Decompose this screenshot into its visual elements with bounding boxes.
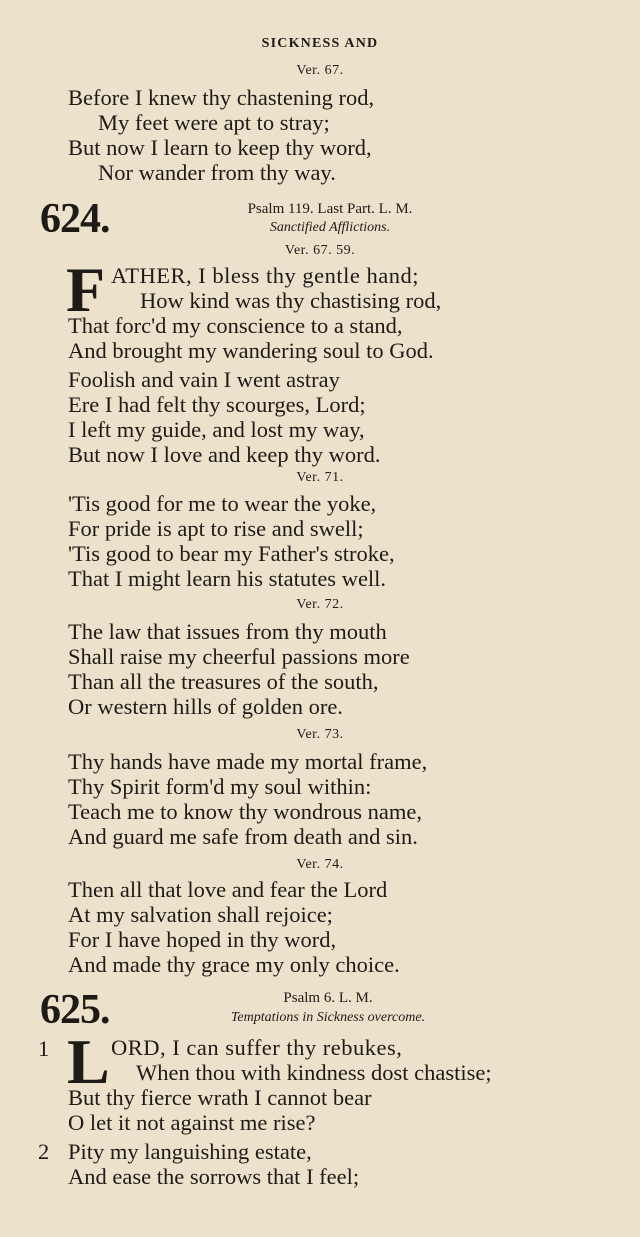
hymn-line: 'Tis good to bear my Father's stroke, <box>68 541 395 566</box>
hymn-line: At my salvation shall rejoice; <box>68 902 333 927</box>
hymn-line: Than all the treasures of the south, <box>68 669 379 694</box>
hymn-line: Teach me to know thy wondrous name, <box>68 799 422 824</box>
hymn-line: For pride is apt to rise and swell; <box>68 516 364 541</box>
drop-cap: L <box>67 1026 110 1097</box>
hymn-subtitle: Sanctified Afflictions. <box>269 220 391 235</box>
hymn-line: Before I knew thy chastening rod, <box>68 85 375 110</box>
hymn-line: Ere I had felt thy scourges, Lord; <box>68 392 366 417</box>
hymn-line: And made thy grace my only choice. <box>68 952 400 977</box>
verse-reference: Ver. 74. <box>296 857 344 872</box>
hymn-line: And brought my wandering soul to God. <box>68 338 434 363</box>
hymn-line: O let it not against me rise? <box>68 1110 316 1135</box>
hymn-line: Then all that love and fear the Lord <box>68 877 388 902</box>
hymn-line: But now I love and keep thy word. <box>68 442 381 467</box>
verse-reference: Ver. 67. 59. <box>284 243 356 258</box>
hymn-title: Psalm 119. Last Part. L. M. <box>247 201 413 217</box>
hymn-line: ORD, I can suffer thy rebukes, <box>111 1035 403 1060</box>
hymn-line: Thy Spirit form'd my soul within: <box>68 774 372 799</box>
hymn-subtitle: Temptations in Sickness overcome. <box>230 1010 426 1025</box>
hymn-line: When thou with kindness dost chastise; <box>136 1060 492 1085</box>
hymn-line: The law that issues from thy mouth <box>68 619 387 644</box>
hymn-line: Pity my languishing estate, <box>68 1139 312 1164</box>
hymn-line: For I have hoped in thy word, <box>68 927 337 952</box>
verse-reference: Ver. 73. <box>296 727 344 742</box>
hymn-line: 'Tis good for me to wear the yoke, <box>68 491 377 516</box>
hymn-number: 624. <box>40 196 110 242</box>
stanza-number: 1 <box>38 1036 50 1061</box>
verse-reference: Ver. 72. <box>296 597 344 612</box>
running-head: SICKNESS AND <box>261 36 379 51</box>
drop-cap: F <box>66 254 106 325</box>
hymn-number: 625. <box>40 987 110 1033</box>
hymn-line: Shall raise my cheerful passions more <box>68 644 410 669</box>
hymn-line: Thy hands have made my mortal frame, <box>68 749 428 774</box>
hymn-line: And ease the sorrows that I feel; <box>68 1164 360 1189</box>
hymn-line: That forc'd my conscience to a stand, <box>68 313 403 338</box>
hymn-line: I left my guide, and lost my way, <box>68 417 365 442</box>
hymn-line: How kind was thy chastising rod, <box>140 288 442 313</box>
hymn-line: That I might learn his statutes well. <box>68 566 387 591</box>
verse-reference: Ver. 71. <box>296 470 344 485</box>
hymn-line: And guard me safe from death and sin. <box>68 824 418 849</box>
verse-reference: Ver. 67. <box>296 63 344 78</box>
hymn-line: ATHER, I bless thy gentle hand; <box>111 263 419 288</box>
hymn-line: Nor wander from thy way. <box>98 160 336 185</box>
stanza-number: 2 <box>38 1139 50 1164</box>
hymn-title: Psalm 6. L. M. <box>283 990 373 1006</box>
hymn-line: My feet were apt to stray; <box>98 110 330 135</box>
hymn-line: But thy fierce wrath I cannot bear <box>68 1085 372 1110</box>
hymn-line: Or western hills of golden ore. <box>68 694 343 719</box>
hymn-line: Foolish and vain I went astray <box>68 367 340 392</box>
hymn-line: But now I learn to keep thy word, <box>68 135 372 160</box>
